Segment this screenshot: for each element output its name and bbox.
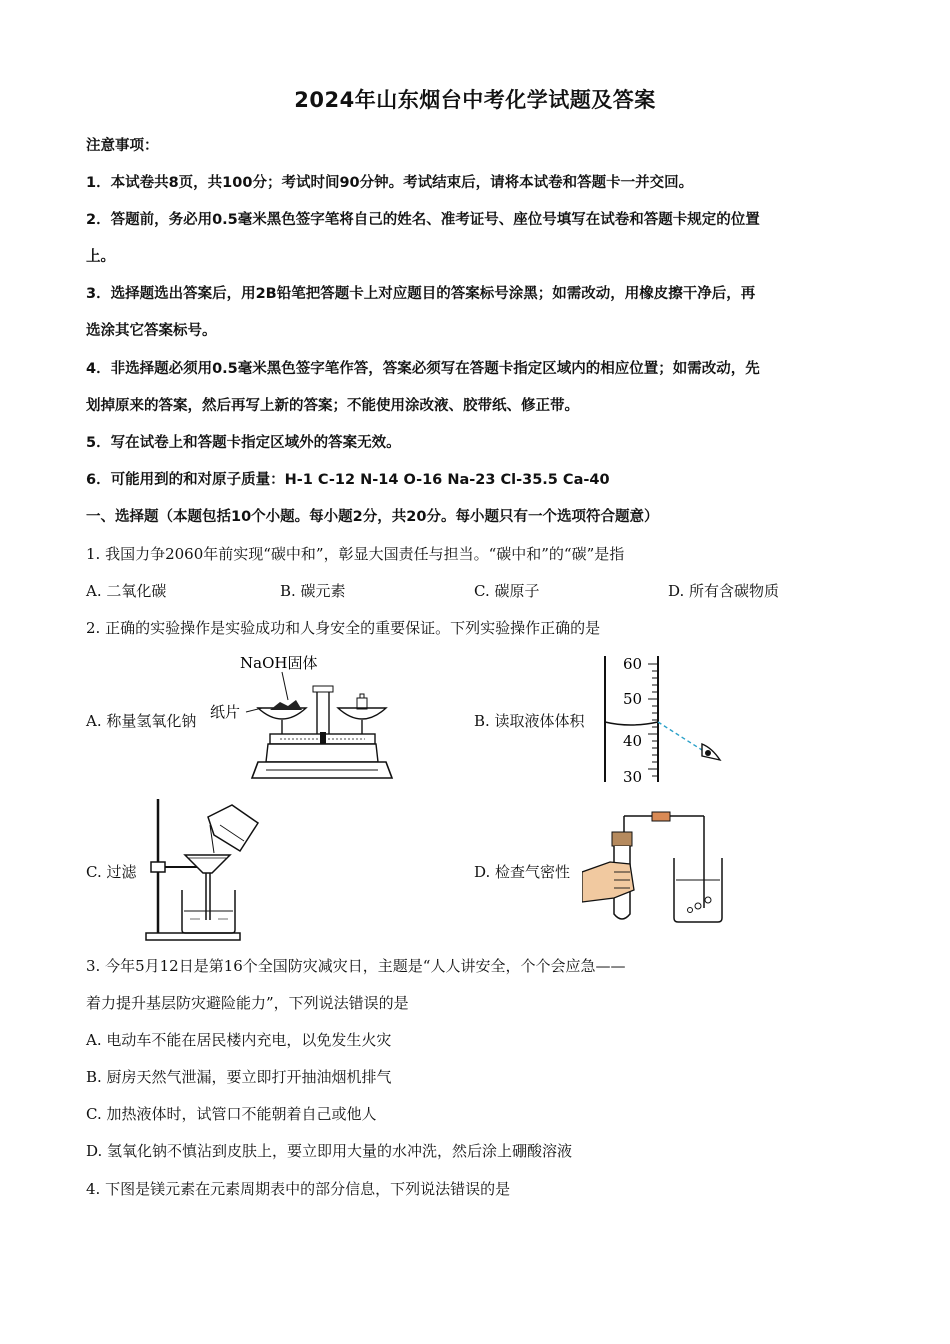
notice-item: 5．写在试卷上和答题卡指定区域外的答案无效。	[86, 435, 401, 451]
tick-label: 50	[623, 690, 643, 708]
question-2-stem: 2. 正确的实验操作是实验成功和人身安全的重要保证。下列实验操作正确的是	[86, 619, 601, 637]
page-title: 2024年山东烟台中考化学试题及答案	[294, 88, 656, 112]
tick-label: 40	[623, 732, 643, 750]
naoh-label: NaOH固体	[240, 654, 318, 672]
q3-option-a: A. 电动车不能在居民楼内充电，以免发生火灾	[86, 1031, 392, 1049]
balance-figure	[210, 648, 400, 788]
question-1-stem: 1. 我国力争2060年前实现“碳中和”，彰显大国责任与担当。“碳中和”的“碳”是指	[86, 545, 625, 563]
q1-option-c: C. 碳原子	[474, 582, 540, 600]
notice-item: 划掉原来的答案，然后再写上新的答案；不能使用涂改液、胶带纸、修正带。	[86, 398, 579, 414]
q3-option-b: B. 厨房天然气泄漏，要立即打开抽油烟机排气	[86, 1068, 392, 1086]
notice-heading: 注意事项：	[86, 138, 159, 154]
section-heading: 一、选择题（本题包括10个小题。每小题2分，共20分。每小题只有一个选项符合题意）	[86, 509, 659, 525]
q2-option-b: B. 读取液体体积	[474, 712, 585, 730]
q2-option-d: D. 检查气密性	[474, 863, 571, 881]
q2-option-a: A. 称量氢氧化钠	[86, 712, 197, 730]
q3-option-d: D. 氢氧化钠不慎沾到皮肤上，要立即用大量的水冲洗，然后涂上硼酸溶液	[86, 1142, 573, 1160]
notice-item: 6．可能用到的和对原子质量：H-1 C-12 N-14 O-16 Na-23 Cl-35.5 Ca-40	[86, 472, 610, 488]
question-3-stem-cont: 着力提升基层防灾避险能力”，下列说法错误的是	[86, 994, 409, 1012]
notice-item: 上。	[86, 249, 115, 265]
cylinder-figure	[600, 652, 740, 784]
tick-label: 60	[623, 655, 643, 673]
q1-option-d: D. 所有含碳物质	[668, 582, 780, 600]
notice-item: 2．答题前，务必用0.5毫米黑色签字笔将自己的姓名、准考证号、座位号填写在试卷和答题卡规定的位置	[86, 212, 760, 228]
q3-option-c: C. 加热液体时，试管口不能朝着自己或他人	[86, 1105, 377, 1123]
q2-option-c: C. 过滤	[86, 863, 137, 881]
tick-label: 30	[623, 768, 643, 784]
airtight-check-figure	[582, 810, 732, 930]
notice-item: 1．本试卷共8页，共100分；考试时间90分钟。考试结束后，请将本试卷和答题卡一并交回。	[86, 175, 694, 191]
notice-item: 选涂其它答案标号。	[86, 323, 217, 339]
q1-option-a: A. 二氧化碳	[86, 582, 167, 600]
question-3-stem: 3. 今年5月12日是第16个全国防灾减灾日，主题是“人人讲安全，个个会应急——	[86, 957, 626, 975]
notice-item: 3．选择题选出答案后，用2B铅笔把答题卡上对应题目的答案标号涂黑；如需改动，用橡皮擦干净后，再	[86, 286, 756, 302]
q1-option-b: B. 碳元素	[280, 582, 346, 600]
notice-item: 4．非选择题必须用0.5毫米黑色签字笔作答，答案必须写在答题卡指定区域内的相应位置；如需改动，先	[86, 361, 760, 377]
question-4-stem: 4. 下图是镁元素在元素周期表中的部分信息，下列说法错误的是	[86, 1180, 511, 1198]
filter-figure	[140, 795, 265, 945]
paper-label: 纸片	[210, 703, 241, 721]
